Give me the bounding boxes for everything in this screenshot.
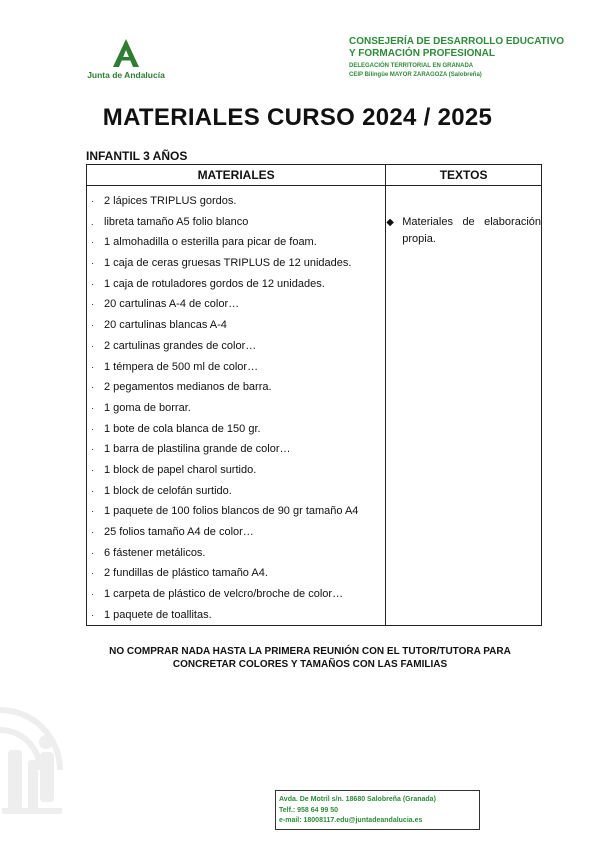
material-text: 2 lápices TRIPLUS gordos. <box>104 195 237 207</box>
material-text: 1 carpeta de plástico de velcro/broche de color… <box>104 588 344 601</box>
bullet-icon: . <box>91 216 94 227</box>
bullet-icon: · <box>91 568 94 579</box>
footer-phone: Telf.: 958 64 99 50 <box>279 806 339 814</box>
bullet-icon: · <box>91 382 94 393</box>
bullet-icon: · <box>91 237 94 248</box>
list-item <box>87 398 385 419</box>
bullet-icon: · <box>91 527 94 537</box>
list-item <box>87 419 385 440</box>
bullet-icon: · <box>91 196 94 206</box>
material-text: 1 block de papel charol surtido. <box>104 463 257 476</box>
material-text: 20 cartulinas A-4 de color… <box>104 298 240 311</box>
material-text: libreta tamaño A5 folio blanco <box>104 215 249 228</box>
material-text: 1 caja de ceras gruesas TRIPLUS de 12 unidades. <box>104 257 352 270</box>
list-item <box>87 522 385 543</box>
list-item <box>87 191 385 212</box>
bullet-icon: · <box>91 506 94 517</box>
bullet-icon: · <box>91 589 94 600</box>
header-line-1: CONSEJERÍA DE DESARROLLO EDUCATIVO <box>349 36 565 47</box>
material-text: 1 block de celofán surtido. <box>104 484 232 497</box>
notice-text <box>60 645 560 671</box>
list-item <box>87 357 385 378</box>
table-header-row <box>87 165 542 186</box>
junta-a-icon <box>111 38 141 68</box>
bullet-icon: · <box>91 402 94 413</box>
notice-line-2: CONCRETAR COLORES Y TAMAÑOS CON LAS FAMILIAS <box>172 659 448 670</box>
bullet-icon: · <box>91 485 94 496</box>
bullet-icon: · <box>91 547 94 558</box>
course-subtitle: INFANTIL 3 AÑOS <box>86 149 188 163</box>
material-text: 2 pegamentos medianos de barra. <box>104 381 272 394</box>
bullet-icon: · <box>91 340 94 351</box>
notice-line-1: NO COMPRAR NADA HASTA LA PRIMERA REUNIÓN CON EL TUTOR/TUTORA PARA <box>109 646 511 657</box>
bullet-icon: · <box>91 361 94 372</box>
logo-text: Junta de Andalucía <box>87 70 165 80</box>
list-item <box>87 315 385 336</box>
bullet-icon: · <box>91 258 94 269</box>
list-item <box>87 439 385 460</box>
table-row <box>87 186 542 626</box>
material-text: 1 barra de plastilina grande de color… <box>104 443 291 456</box>
list-item <box>87 605 385 626</box>
material-text: 1 goma de borrar. <box>104 401 191 414</box>
materials-list <box>87 186 385 625</box>
list-item <box>87 336 385 357</box>
material-text: 1 caja de rotuladores gordos de 12 unidades. <box>104 277 325 290</box>
list-item <box>87 274 385 295</box>
material-text: 2 fundillas de plástico tamaño A4. <box>104 567 268 580</box>
header-line-4: CEIP Bilingüe MAYOR ZARAGOZA (Salobreña) <box>349 72 482 78</box>
header-line-3: DELEGACIÓN TERRITORIAL EN GRANADA <box>349 63 474 69</box>
material-text: 1 paquete de toallitas. <box>104 608 212 621</box>
material-text: 1 bote de cola blanca de 150 gr. <box>104 422 261 435</box>
list-item <box>87 563 385 584</box>
junta-logo <box>86 38 166 80</box>
materials-cell <box>87 186 386 626</box>
material-text: 1 témpera de 500 ml de color… <box>104 360 259 373</box>
list-item <box>87 212 385 233</box>
list-item <box>87 377 385 398</box>
textos-text: Materiales de elaboración propia. <box>402 216 541 245</box>
bullet-icon: · <box>91 299 94 310</box>
header-textos: TEXTOS <box>386 165 542 186</box>
bullet-icon: · <box>91 423 94 434</box>
contact-footer <box>275 790 480 830</box>
list-item <box>87 481 385 502</box>
diamond-bullet-icon: ◆ <box>386 217 394 228</box>
bullet-icon: · <box>91 320 94 331</box>
material-text: 1 paquete de 100 folios blancos de 90 gr tamaño A4 <box>104 505 359 518</box>
material-text: 20 cartulinas blancas A-4 <box>104 319 227 332</box>
list-item <box>87 460 385 481</box>
bullet-icon: · <box>91 464 94 475</box>
material-text: 25 folios tamaño A4 de color… <box>104 526 254 538</box>
footer-email: e-mail: 18008117.edu@juntadeandalucia.es <box>279 817 423 824</box>
footer-address: Avda. De Motril s/n. 18680 Salobreña (Granada) <box>279 796 436 803</box>
material-text: 6 fástener metálicos. <box>104 546 206 559</box>
list-item <box>87 501 385 522</box>
material-text: 1 almohadilla o esterilla para picar de foam. <box>104 236 317 249</box>
list-item <box>87 584 385 605</box>
bullet-icon: · <box>91 278 94 289</box>
list-item <box>87 543 385 564</box>
list-item <box>87 253 385 274</box>
textos-item <box>386 214 541 248</box>
bullet-icon: · <box>91 444 94 455</box>
header-line-2: Y FORMACIÓN PROFESIONAL <box>349 48 495 59</box>
andalucia-emblem-watermark-icon <box>0 690 80 820</box>
header-materiales: MATERIALES <box>87 165 386 186</box>
list-item <box>87 294 385 315</box>
institution-header <box>349 36 589 80</box>
textos-cell <box>386 186 542 626</box>
list-item <box>87 232 385 253</box>
material-text: 2 cartulinas grandes de color… <box>104 339 257 352</box>
bullet-icon: · <box>91 609 94 620</box>
page-title: MATERIALES CURSO 2024 / 2025 <box>102 104 493 131</box>
materials-table <box>86 164 542 626</box>
